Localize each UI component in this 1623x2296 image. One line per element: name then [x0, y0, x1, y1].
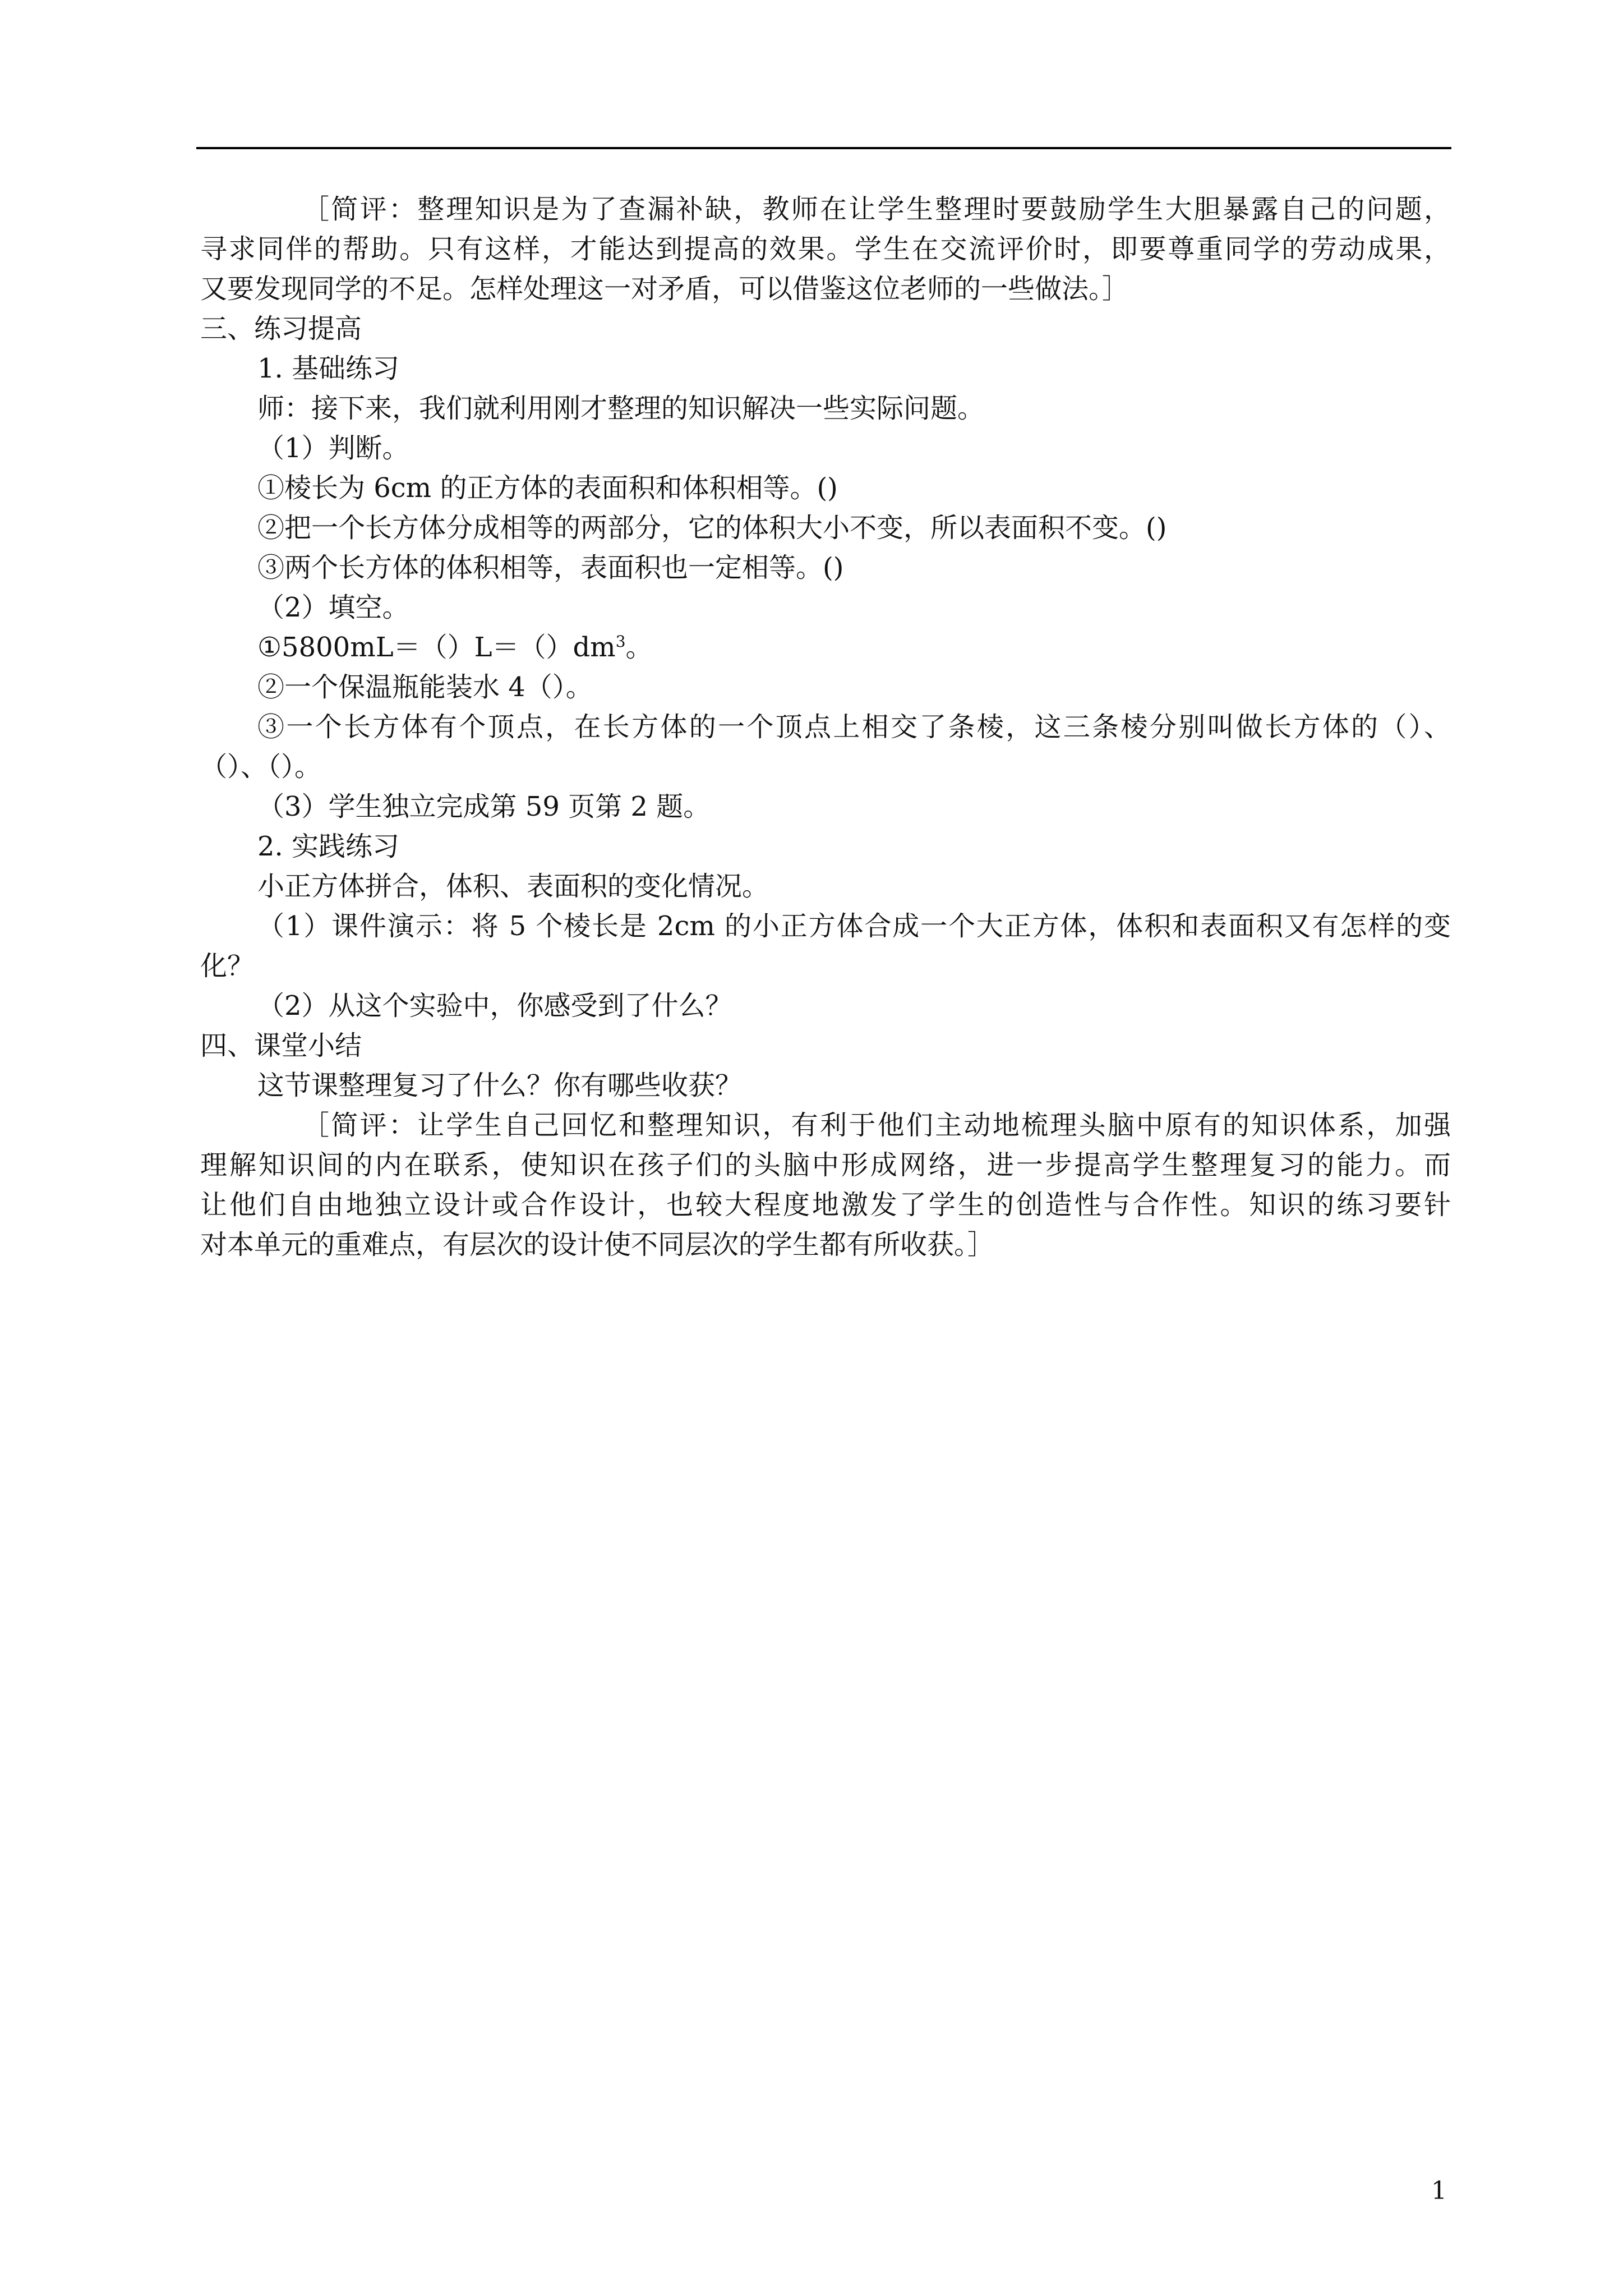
comment-line: ［简评：让学生自己回忆和整理知识，有利于他们主动地梳理头脑中原有的知识体系，加强 — [302, 1110, 1451, 1141]
comment-line: 寻求同伴的帮助。只有这样，才能达到提高的效果。学生在交流评价时，即要尊重同学的劳动成果， — [200, 233, 1451, 265]
section-heading: 三、练习提高 — [200, 313, 362, 344]
document-body — [200, 190, 1451, 1265]
fill-item: ②一个保温瓶能装水 4（）。 — [257, 671, 593, 703]
fill-item-continued: （）、（）。 — [200, 751, 322, 783]
practice-item-continued: 化？ — [200, 950, 255, 982]
comment-line: 让他们自由地独立设计或合作设计，也较大程度地激发了学生的创造性与合作性。知识的练习要针 — [200, 1189, 1451, 1221]
paragraph: 这节课整理复习了什么？你有哪些收获？ — [257, 1070, 743, 1101]
judge-item: ③两个长方体的体积相等，表面积也一定相等。() — [257, 552, 844, 583]
section-heading: 四、课堂小结 — [200, 1030, 362, 1061]
fill-item: ③一个长方体有个顶点，在长方体的一个顶点上相交了条棱，这三条棱分别叫做长方体的（）、 — [257, 711, 1451, 743]
paragraph: 小正方体拼合，体积、表面积的变化情况。 — [257, 871, 769, 902]
superscript: 3 — [615, 632, 626, 651]
judge-item: ①棱长为 6cm 的正方体的表面积和体积相等。() — [257, 472, 838, 504]
comment-line: 又要发现同学的不足。怎样处理这一对矛盾，可以借鉴这位老师的一些做法。］ — [200, 273, 1129, 305]
fill-item-text: ①5800mL＝（）L＝（）dm — [257, 632, 616, 663]
comment-line: 对本单元的重难点，有层次的设计使不同层次的学生都有所收获。］ — [200, 1229, 995, 1260]
subsection-heading: 1. 基础练习 — [257, 353, 400, 384]
fill-item — [200, 628, 1451, 668]
judge-item: ②把一个长方体分成相等的两部分，它的体积大小不变，所以表面积不变。() — [257, 512, 1167, 544]
page-number: 1 — [1431, 2177, 1447, 2205]
subsection-heading: 2. 实践练习 — [257, 831, 400, 862]
comment-line: 理解知识间的内在联系，使知识在孩子们的头脑中形成网络，进一步提高学生整理复习的能力。而 — [200, 1149, 1451, 1181]
question-heading: （1）判断。 — [257, 432, 409, 464]
question-heading: （2）填空。 — [257, 592, 409, 623]
practice-item: （1）课件演示：将 5 个棱长是 2cm 的小正方体合成一个大正方体，体积和表面积又有怎样的变 — [257, 910, 1451, 942]
comment-line: ［简评：整理知识是为了查漏补缺，教师在让学生整理时要鼓励学生大胆暴露自己的问题， — [302, 194, 1451, 225]
practice-item: （2）从这个实验中，你感受到了什么？ — [257, 990, 732, 1022]
header-rule — [196, 147, 1451, 149]
paragraph: 师：接下来，我们就利用刚才整理的知识解决一些实际问题。 — [257, 393, 985, 424]
fill-item-end: 。 — [625, 632, 653, 663]
paragraph: （3）学生独立完成第 59 页第 2 题。 — [257, 791, 711, 822]
